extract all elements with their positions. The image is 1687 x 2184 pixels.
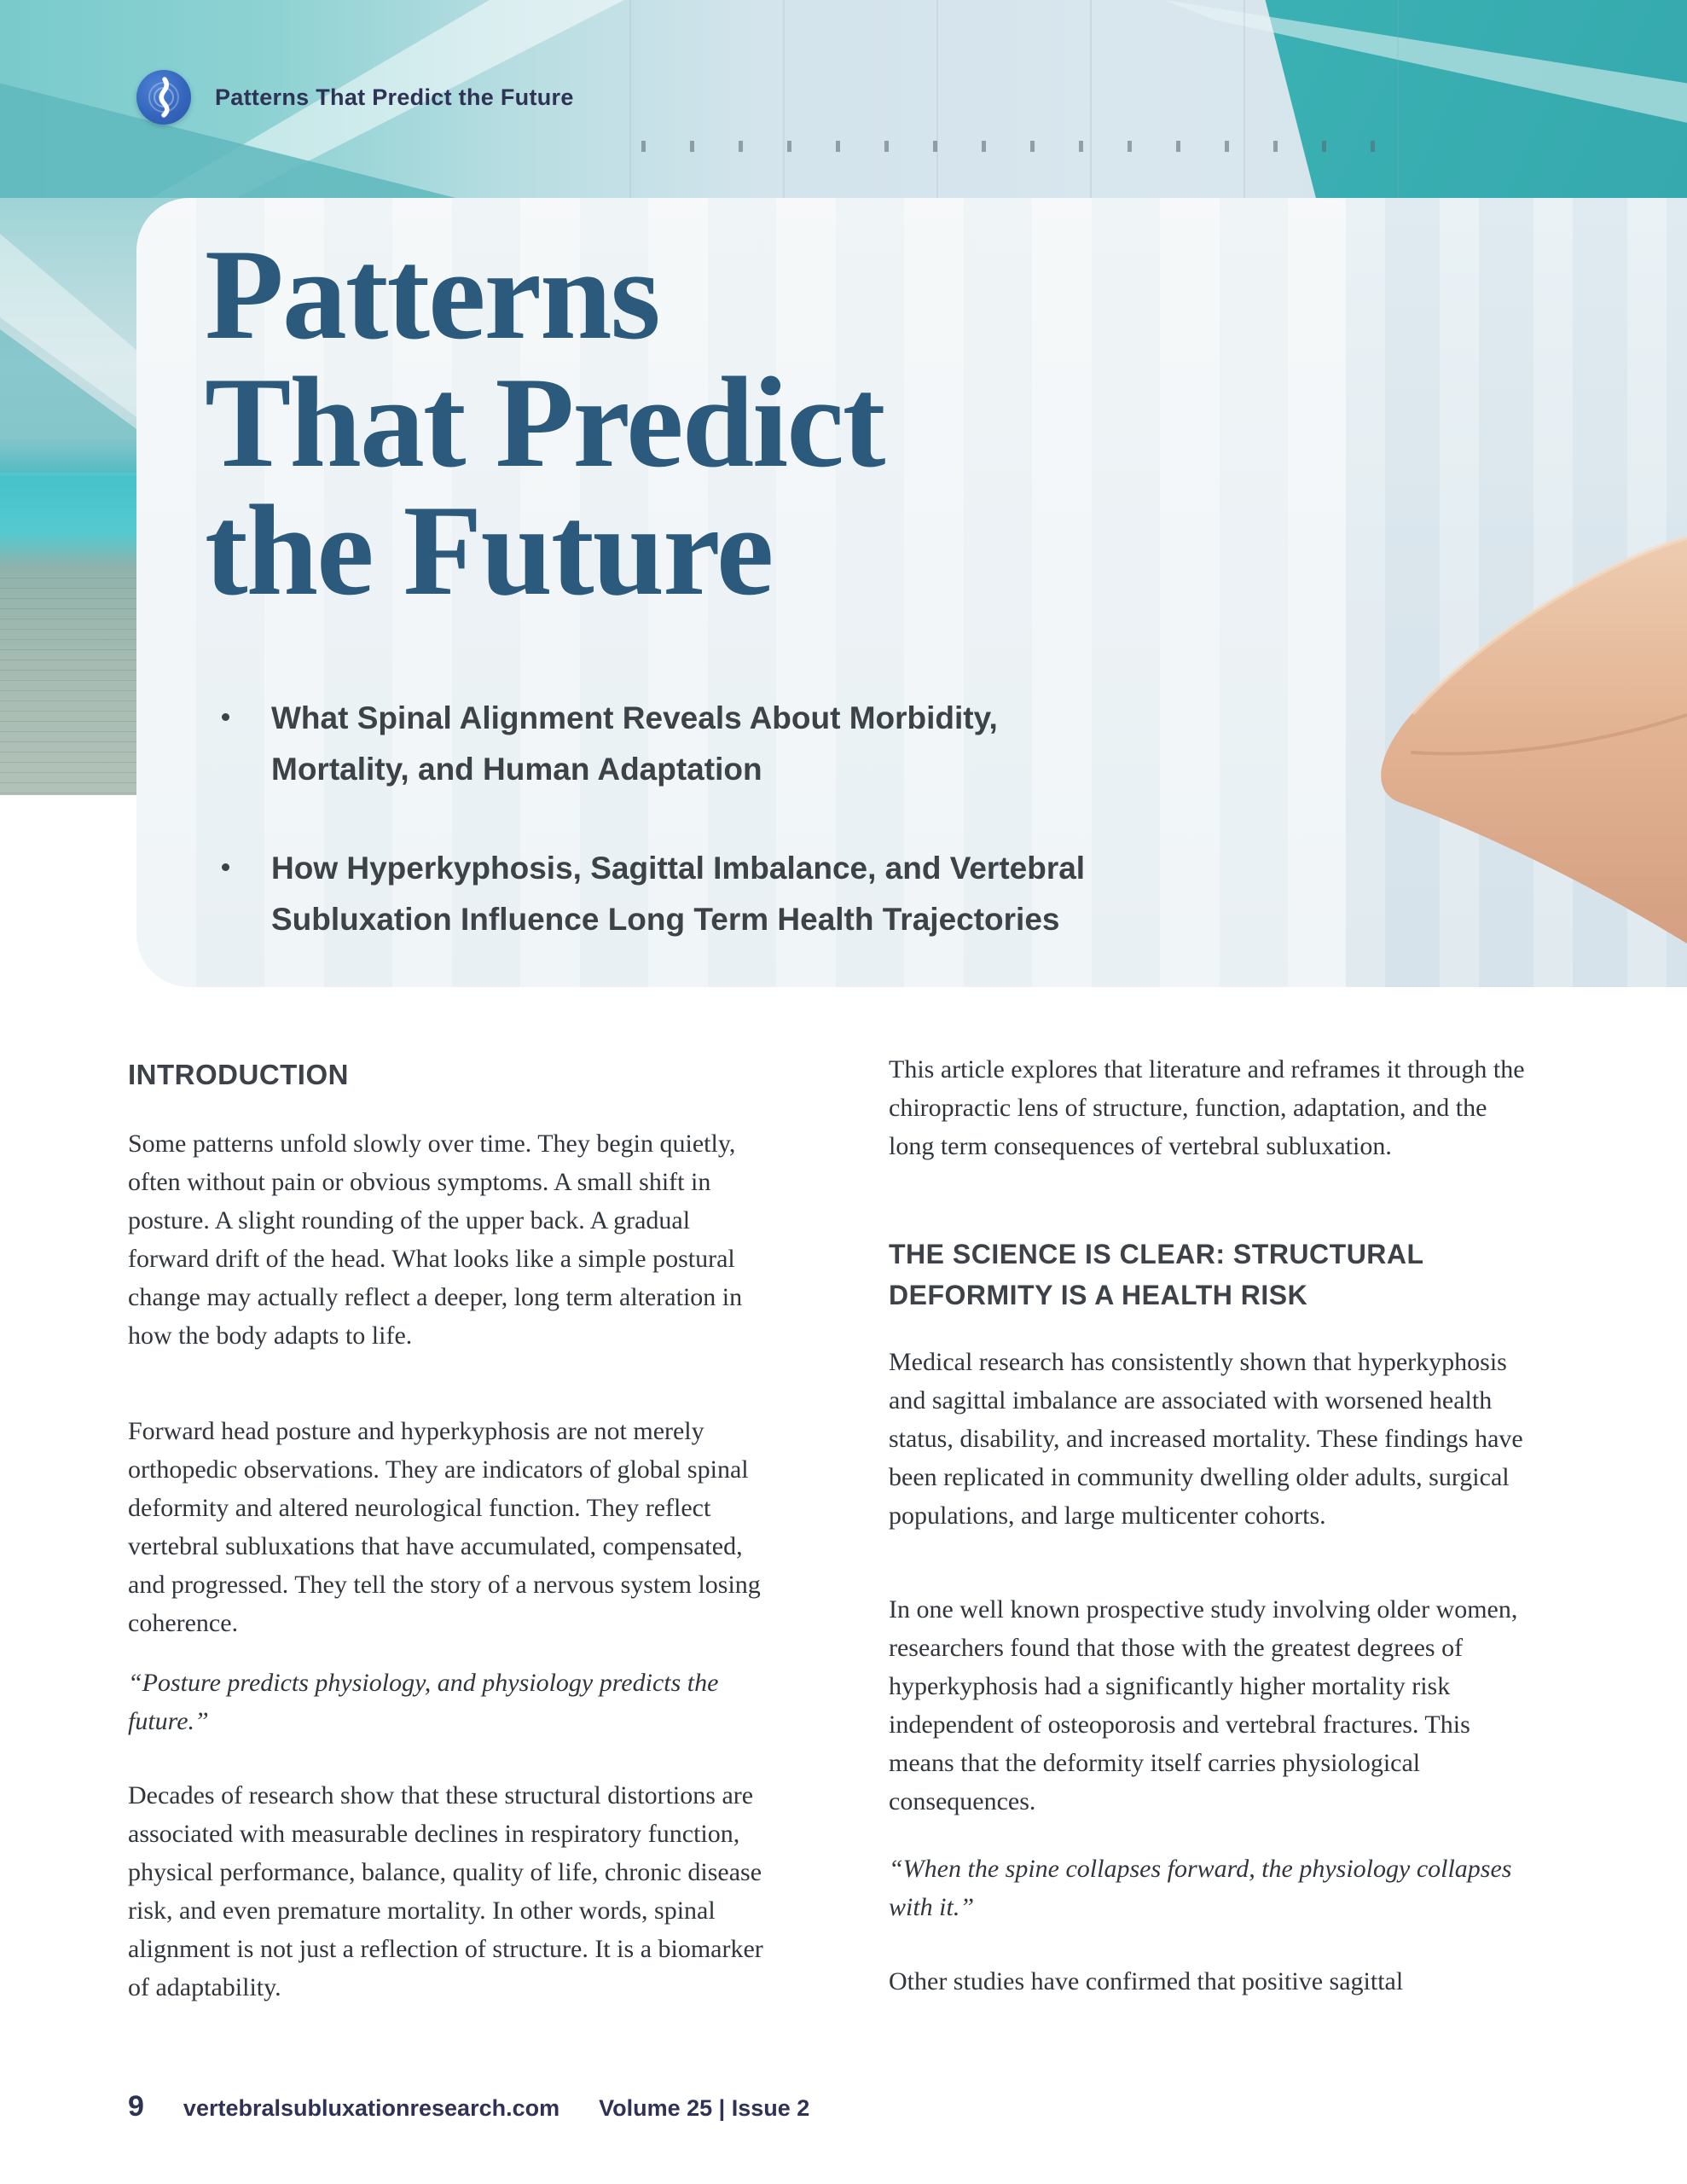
- hero-card: [136, 198, 1687, 987]
- science-paragraph-1: Medical research has consistently shown that hyperkyphosis and sagittal imbalance are associated with worsened health status, disability, and increased mortality. These findings have been replicated in community dwelling older adults, surgical populations, and large multicenter cohorts.: [889, 1348, 1523, 1530]
- lead-paragraph: This article explores that literature and reframes it through the chiropractic lens of structure, function, adaptation, and the long term consequences of vertebral subluxation.: [889, 1055, 1525, 1160]
- hero-bullet-list: [222, 693, 1177, 987]
- hero-bullet-2-text: [271, 843, 1085, 945]
- hero-bullet-1-text: [271, 693, 998, 795]
- bent-elbow-illustration: [1346, 198, 1687, 987]
- intro-heading: INTRODUCTION: [128, 1059, 349, 1090]
- pull-quote-1: “Posture predicts physiology, and physiology predicts the future.”: [128, 1669, 719, 1735]
- science-paragraph-2: In one well known prospective study involving older women, researchers found that those with the greatest degrees of hyperkyphosis had a significantly higher mortality risk independent of osteoporosis and vertebral fractures. This means that the deformity itself carries physiological consequences.: [889, 1595, 1518, 1815]
- volume-issue: Volume 25 | Issue 2: [599, 2095, 810, 2121]
- bullet-dot-icon: [222, 863, 229, 871]
- pull-quote-2: “When the spine collapses forward, the physiology collapses with it.”: [889, 1855, 1512, 1921]
- page-footer: [128, 2090, 809, 2123]
- page-number: 9: [128, 2090, 144, 2123]
- article-title-line1: Patterns: [205, 223, 659, 366]
- spine-logo-icon: [136, 70, 191, 125]
- arm-photo: [1346, 198, 1687, 987]
- hero-bullet-1-line1: What Spinal Alignment Reveals About Morbidity,: [271, 700, 998, 735]
- page-header: [136, 70, 574, 125]
- intro-paragraph-1: Some patterns unfold slowly over time. They begin quietly, often without pain or obvious symptoms. A small shift in posture. A slight rounding of the upper back. A gradual forward drift of the head. What looks like a simple postural change may actually reflect a deeper, long term alteration in how the body adapts to life.: [128, 1130, 743, 1350]
- hero-bullet-1: [222, 693, 1177, 795]
- hero-bullet-2-line1: How Hyperkyphosis, Sagittal Imbalance, and Vertebral: [271, 851, 1086, 886]
- closing-line: Other studies have confirmed that positive sagittal: [889, 1967, 1404, 1995]
- article-title-line3: the Future: [205, 479, 773, 622]
- hero-bullet-2: [222, 843, 1177, 945]
- photo-wall-joints: [478, 0, 1416, 198]
- hero-bullet-2-line2: Subluxation Influence Long Term Health Trajectories: [271, 902, 1060, 937]
- bullet-dot-icon: [222, 713, 229, 721]
- photo-wall-ticks: [597, 141, 1416, 152]
- intro-paragraph-3: Decades of research show that these structural distortions are associated with measurable declines in respiratory function, physical performance, balance, quality of life, chronic disease risk, and even premature mortality. In other words, spinal alignment is not just a reflection of structure. It is a biomarker of adaptability.: [128, 1781, 763, 2001]
- intro-paragraph-2: Forward head posture and hyperkyphosis are not merely orthopedic observations. They are indicators of global spinal deformity and altered neurological function. They reflect vertebral subluxations that have accumulated, compensated, and progressed. They tell the story of a nervous system losing coherence.: [128, 1417, 761, 1637]
- hero-bullet-1-line2: Mortality, and Human Adaptation: [271, 752, 762, 787]
- website-url: vertebralsubluxationresearch.com: [183, 2095, 560, 2121]
- article-title-line2: That Predict: [205, 351, 884, 494]
- article-title: [205, 223, 884, 622]
- science-heading: THE SCIENCE IS CLEAR: STRUCTURAL DEFORMITY IS A HEALTH RISK: [889, 1239, 1423, 1310]
- running-title: Patterns That Predict the Future: [215, 84, 574, 110]
